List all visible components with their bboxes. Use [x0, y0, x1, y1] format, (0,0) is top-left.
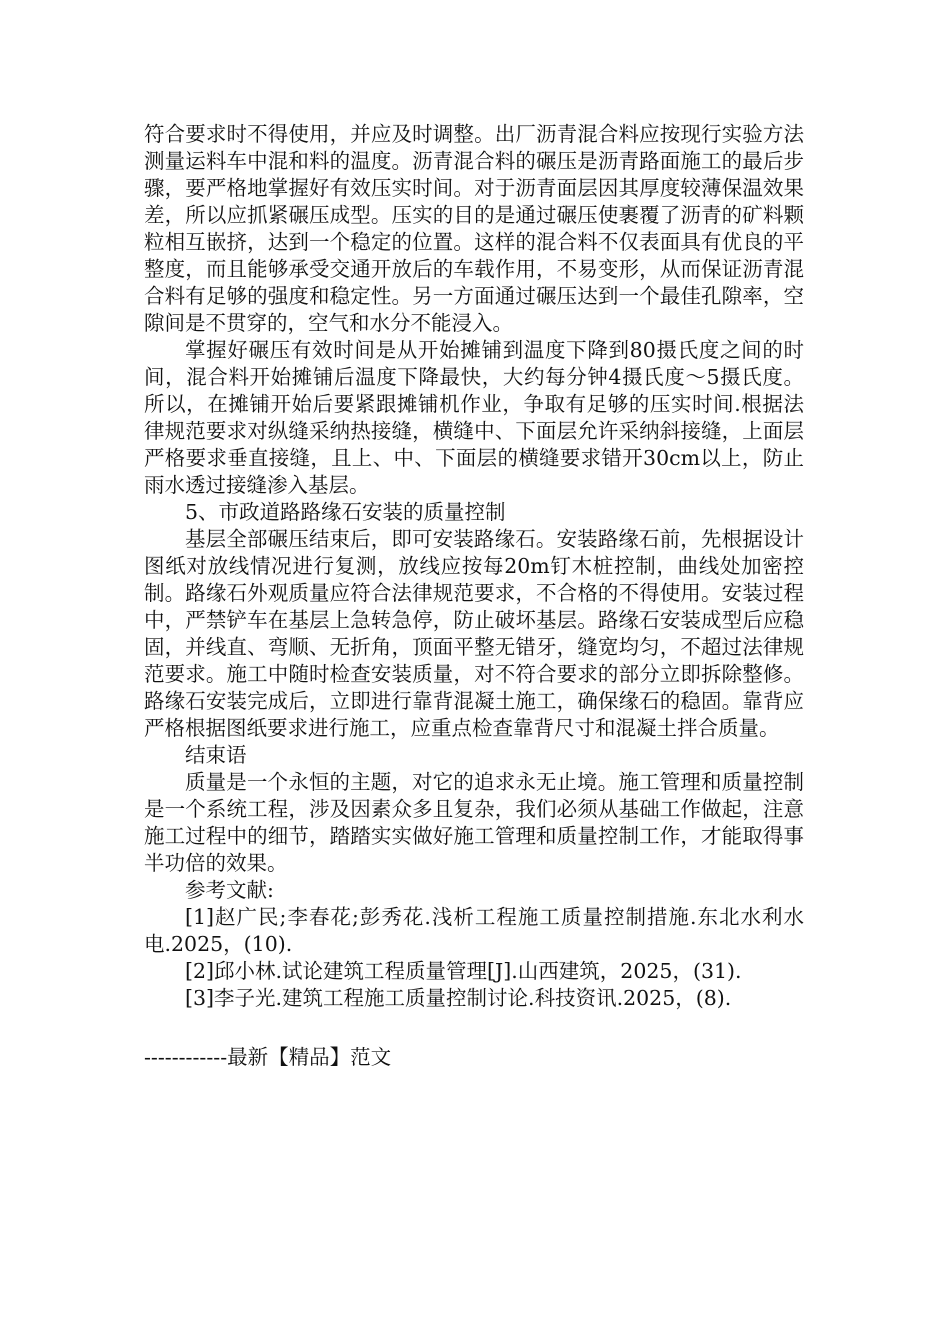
- reference-item: [3]李子光.建筑工程施工质量控制讨论.科技资讯.2025，(8).: [185, 986, 732, 1010]
- paragraph-conclusion: 质量是一个永恒的主题，对它的追求永无止境。施工管理和质量控制是一个系统工程，涉及因素众多且复杂，我们必须从基础工作做起，注意施工过程中的细节，踏踏实实做好施工管理和质量控制工作，才能取得事半功倍的效果。: [144, 770, 804, 875]
- paragraph-compaction: 符合要求时不得使用，并应及时调整。出厂沥青混合料应按现行实验方法测量运料车中混和料的温度。沥青混合料的碾压是沥青路面施工的最后步骤，要严格地掌握好有效压实时间。对于沥青面层因其厚度较薄保温效果差，所以应抓紧碾压成型。压实的目的是通过碾压使裹覆了沥青的矿料颗粒相互嵌挤，达到一个稳定的位置。这样的混合料不仅表面具有优良的平整度，而且能够承受交通开放后的车载作用，不易变形，从而保证沥青混合料有足够的强度和稳定性。另一方面通过碾压达到一个最佳孔隙率，空隙间是不贯穿的，空气和水分不能浸入。: [144, 122, 804, 335]
- paragraph-curb-installation: 基层全部碾压结束后，即可安装路缘石。安装路缘石前，先根据设计图纸对放线情况进行复测，放线应按每20m钉木桩控制，曲线处加密控制。路缘石外观质量应符合法律规范要求，不合格的不得使用。安装过程中，严禁铲车在基层上急转急停，防止破坏基层。路缘石安装成型后应稳固，并线直、弯顺、无折角，顶面平整无错牙，缝宽均匀，不超过法律规范要求。施工中随时检查安装质量，对不符合要求的部分立即拆除整修。路缘石安装完成后，立即进行靠背混凝土施工，确保缘石的稳固。靠背应严格根据图纸要求进行施工，应重点检查靠背尺寸和混凝土拌合质量。: [144, 527, 804, 740]
- reference-item: [2]邱小林.试论建筑工程质量管理[J].山西建筑，2025，(31).: [185, 959, 742, 983]
- section-heading-conclusion: 结束语: [185, 743, 247, 767]
- section-heading-curb: 5、市政道路路缘石安装的质量控制: [185, 500, 506, 524]
- page-footer: ------------最新【精品】范文: [144, 1045, 392, 1069]
- references-heading: 参考文献:: [185, 878, 274, 902]
- reference-item: [1]赵广民;李春花;彭秀花.浅析工程施工质量控制措施.东北水利水电.2025，(10).: [144, 905, 804, 956]
- document-body: [144, 121, 804, 1012]
- paragraph-compaction-time: 掌握好碾压有效时间是从开始摊铺到温度下降到80摄氏度之间的时间，混合料开始摊铺后温度下降最快，大约每分钟4摄氏度～5摄氏度。所以，在摊铺开始后要紧跟摊铺机作业，争取有足够的压实时间.根据法律规范要求对纵缝采纳热接缝，横缝中、下面层允许采纳斜接缝，上面层严格要求垂直接缝，且上、中、下面层的横缝要求错开30cm以上，防止雨水透过接缝渗入基层。: [144, 338, 804, 497]
